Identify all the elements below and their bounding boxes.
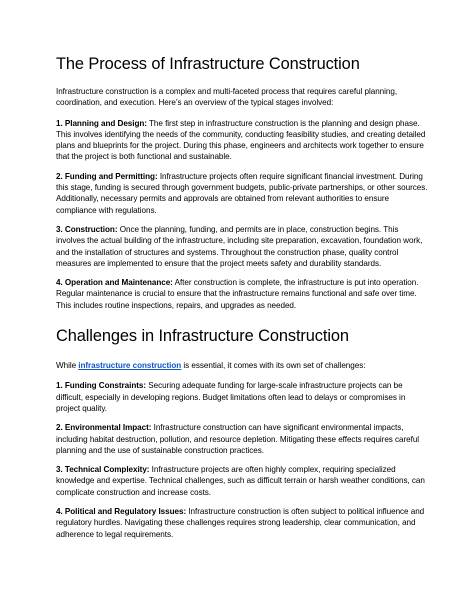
infrastructure-construction-link[interactable]: infrastructure construction: [78, 361, 182, 371]
stage-paragraph: [56, 118, 428, 163]
stage-heading: 2. Funding and Permitting:: [56, 171, 158, 181]
challenge-text: Securing adequate funding for large-scale infrastructure projects can be difficult, especially in developing regions. Budget limitations often lead to delays or compromises in project quality.: [56, 381, 406, 413]
challenge-paragraph: [56, 380, 428, 414]
stage-heading: 4. Operation and Maintenance:: [56, 278, 173, 288]
stage-heading: 3. Construction:: [56, 224, 118, 234]
challenges-intro-paragraph: [56, 360, 428, 371]
stage-paragraph: [56, 224, 428, 269]
challenge-text: Infrastructure construction is often subject to political influence and regulatory hurdles. Navigating these challenges requires strong leadership, clear communication, and adherence to legal requirements.: [56, 507, 425, 539]
document-page: [56, 54, 428, 548]
stage-paragraph: [56, 171, 428, 216]
challenge-text: Infrastructure construction can have significant environmental impacts, including habitat destruction, pollution, and resource depletion. Mitigating these effects requires careful planning and the use of sustainable construction practices.: [56, 423, 420, 455]
challenge-heading: 1. Funding Constraints:: [56, 381, 147, 391]
challenge-paragraph: [56, 422, 428, 456]
stage-heading: 1. Planning and Design:: [56, 118, 147, 128]
stage-text: Once the planning, funding, and permits are in place, construction begins. This involves the actual building of the infrastructure, including site preparation, excavation, foundation work, and the installation of structures and systems. Throughout the construction phase, quality control measures are implemented to ensure that the project meets safety and durability standards.: [56, 224, 423, 268]
challenge-text: Infrastructure projects are often highly complex, requiring specialized knowledge and expertise. Technical challenges, such as difficult terrain or harsh weather conditions, can complicate construction and increase costs.: [56, 465, 425, 497]
stage-text: The first step in infrastructure construction is the planning and design phase. This involves identifying the needs of the community, conducting feasibility studies, and creating detailed plans and blueprints for the project. During this phase, engineers and architects work together to ensure that the project is both functional and sustainable.: [56, 118, 426, 162]
stage-text: Infrastructure projects often require significant financial investment. During this stage, funding is secured through government budgets, public-private partnerships, or other sources. Additionally, necessary permits and approvals are obtained from relevant authorities to ensure compliance with regulations.: [56, 171, 428, 215]
challenge-heading: 2. Environmental Impact:: [56, 423, 152, 433]
challenge-heading: 4. Political and Regulatory Issues:: [56, 507, 187, 517]
challenge-paragraph: [56, 506, 428, 540]
challenges-intro-before: While: [56, 361, 79, 371]
stage-paragraph: [56, 277, 428, 311]
challenge-paragraph: [56, 464, 428, 498]
stage-text: After construction is complete, the infrastructure is put into operation. Regular maintenance is crucial to ensure that the infrastructure remains functional and safe over time. This includes routine inspections, repairs, and upgrades as needed.: [56, 278, 419, 310]
section-title-process: The Process of Infrastructure Construction: [56, 55, 360, 73]
challenges-intro-after: is essential, it comes with its own set of challenges:: [181, 361, 366, 371]
section-title-challenges: Challenges in Infrastructure Construction: [56, 327, 349, 346]
process-intro-paragraph: Infrastructure construction is a complex and multi-faceted process that requires careful planning, coordination, and execution. Here’s an overview of the typical stages involved:: [56, 87, 398, 108]
challenge-heading: 3. Technical Complexity:: [56, 465, 150, 475]
